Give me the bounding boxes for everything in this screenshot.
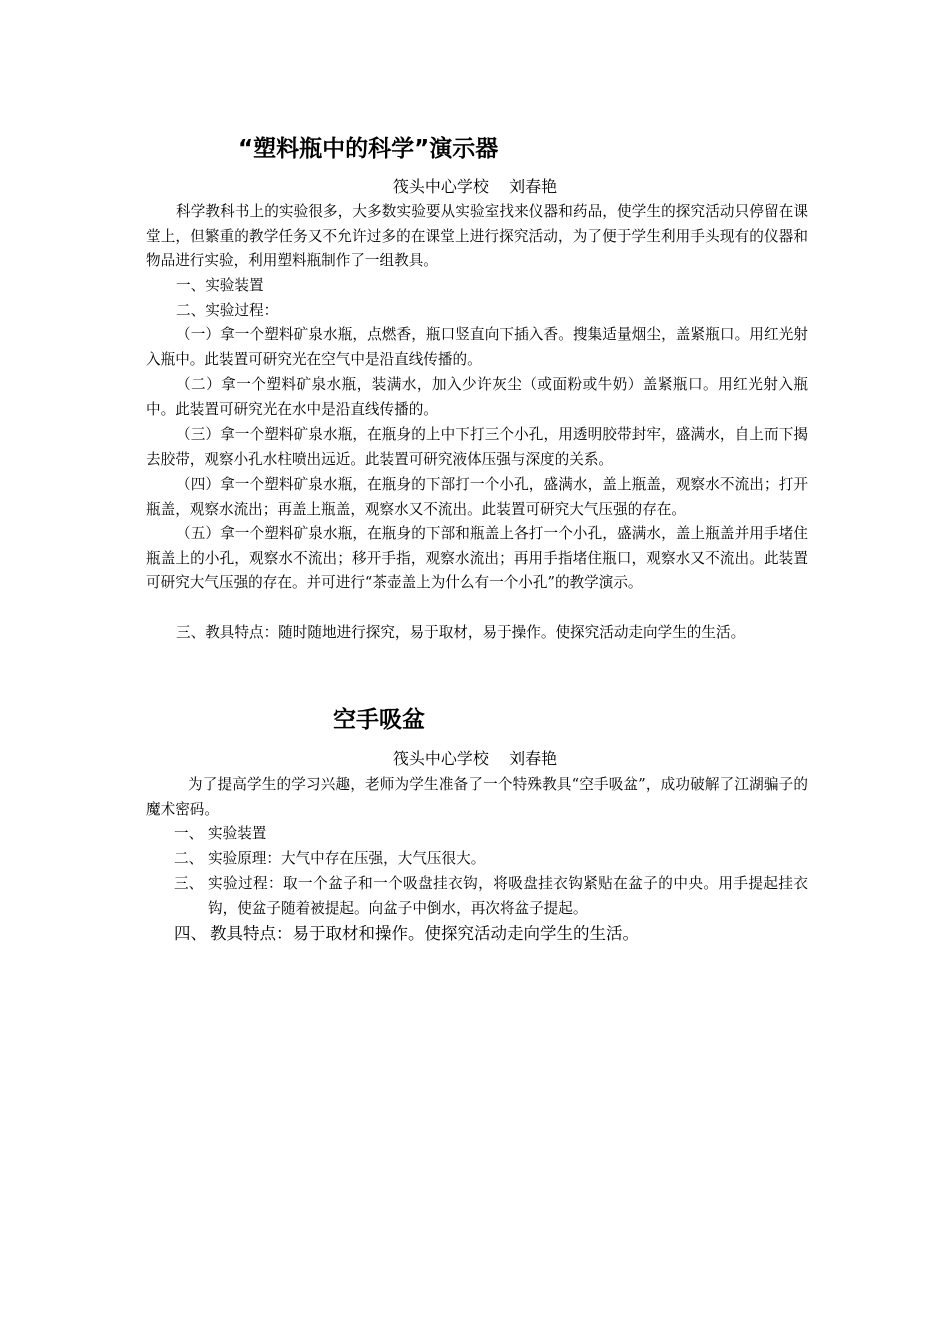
- list-item-number: 三、: [174, 875, 204, 892]
- section2-list-item: [174, 921, 808, 947]
- section2-author: 筏头中心学校 刘春艳: [392, 749, 558, 768]
- list-item-number: 四、: [174, 924, 207, 943]
- section2-title: 空手吸盆: [333, 707, 425, 733]
- section1-step-4: （四）拿一个塑料矿泉水瓶，在瓶身的下部打一个小孔，盛满水，盖上瓶盖，观察水不流出；打开瓶盖，观察水流出；再盖上瓶盖，观察水又不流出。此装置可研究大气压强的存在。: [146, 476, 808, 518]
- section1-author: 筏头中心学校 刘春艳: [392, 177, 558, 196]
- list-item-number: 一、: [174, 825, 204, 842]
- section2-list-item: [174, 872, 808, 921]
- section2-intro: 为了提高学生的学习兴趣，老师为学生准备了一个特殊教具“空手吸盆”，成功破解了江湖骗子的魔术密码。: [146, 776, 808, 818]
- section1-step-3: （三）拿一个塑料矿泉水瓶，在瓶身的上中下打三个小孔，用透明胶带封牢，盛满水，自上而下揭去胶带，观察小孔水柱喷出远近。此装置可研究液体压强与深度的关系。: [146, 426, 808, 468]
- list-item-text: 教具特点：易于取材和操作。使探究活动走向学生的生活。: [210, 924, 639, 943]
- list-item-text: 实验装置: [208, 825, 267, 842]
- list-item-number: 二、: [174, 850, 204, 867]
- section1-step-1: （一）拿一个塑料矿泉水瓶，点燃香，瓶口竖直向下插入香。搜集适量烟尘，盖紧瓶口。用红光射入瓶中。此装置可研究光在空气中是沿直线传播的。: [146, 326, 808, 368]
- section2-list-item: [174, 847, 808, 872]
- list-item-text: 实验过程：取一个盆子和一个吸盘挂衣钩，将吸盘挂衣钩紧贴在盆子的中央。用手提起挂衣钩，使盆子随着被提起。向盆子中倒水，再次将盆子提起。: [208, 875, 808, 917]
- section2-list-item: [174, 822, 808, 847]
- section1-intro: 科学教科书上的实验很多，大多数实验要从实验室找来仪器和药品，使学生的探究活动只停留在课堂上，但繁重的教学任务又不允许过多的在课堂上进行探究活动，为了便于学生利用手头现有的仪器和物品进行实验，利用塑料瓶制作了一组教具。: [146, 203, 808, 269]
- section1-heading-features: 三、教具特点：随时随地进行探究，易于取材，易于操作。使探究活动走向学生的生活。: [176, 624, 746, 641]
- list-item-text: 实验原理：大气中存在压强，大气压很大。: [208, 850, 486, 867]
- section1-step-2: （二）拿一个塑料矿泉水瓶，装满水，加入少许灰尘（或面粉或牛奶）盖紧瓶口。用红光射入瓶中。此装置可研究光在水中是沿直线传播的。: [146, 376, 808, 418]
- section1-heading-process: 二、实验过程：: [176, 302, 279, 319]
- section1-step-5: （五）拿一个塑料矿泉水瓶，在瓶身的下部和瓶盖上各打一个小孔，盛满水，盖上瓶盖并用手堵住瓶盖上的小孔，观察水不流出；移开手指，观察水流出；再用手指堵住瓶口，观察水又不流出。此装置可研究大气压强的存在。并可进行“茶壶盖上为什么有一个小孔”的教学演示。: [146, 525, 808, 591]
- section1-heading-apparatus: 一、实验装置: [176, 277, 264, 294]
- section1-title: “塑料瓶中的科学”演示器: [238, 136, 499, 162]
